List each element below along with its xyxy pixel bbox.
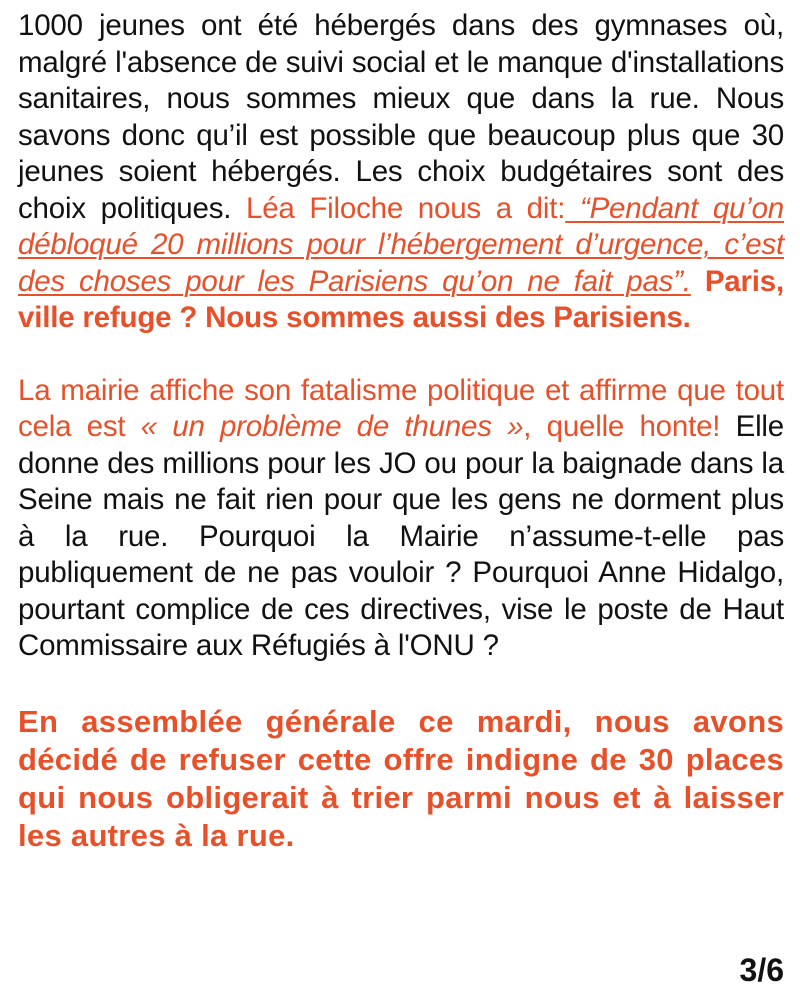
quote-speaker: Léa Filoche nous a dit: — [246, 191, 566, 225]
mairie-lead-text: La mairie affiche son fatalisme politique et affirme que tout cela est — [18, 373, 784, 443]
mairie-body-text: Elle donne des millions pour les JO ou pour la baignade dans la Seine mais ne fait rien pour que les gens ne dorment plus à la rue. Pourquoi la Mairie n’assume-t-elle pas publiquement de ne pas vouloir ? Pourquoi Anne Hidalgo, pourtant complice de ces directives, vise le poste de Haut Commissaire aux Réfugiés à l'ONU ? — [18, 410, 784, 662]
filoche-quote: “Pendant qu’on débloqué 20 millions pour l’hébergement d’urgence, c’est des choses pour les Parisiens qu’on ne fait pas”. — [18, 191, 785, 298]
document-page — [18, 8, 784, 855]
paragraph-gymnases — [18, 8, 784, 337]
thunes-quote: « un problème de thunes » — [140, 410, 524, 443]
page-number: 3/6 — [739, 952, 784, 988]
paragraph-intro-text: 1000 jeunes ont été hébergés dans des gymnases où, malgré l'absence de suivi social et le manque d'installations sanitaires, nous sommes mieux que dans la rue. Nous savons donc qu’il est possible que beaucoup plus que 30 jeunes soient hébergés. Les choix budgétaires sont des choix politiques. — [18, 9, 784, 225]
assemblee-generale-statement: En assemblée générale ce mardi, nous avons décidé de refuser cette offre indigne de 30 places qui nous obligerait à trier parmi nous et à laisser les autres à la rue. — [18, 703, 784, 853]
quelle-honte-text: , quelle honte! — [523, 410, 721, 443]
paris-refuge-statement: Paris, ville refuge ? Nous sommes aussi des Parisiens. — [18, 264, 784, 334]
paragraph-mairie — [18, 373, 784, 665]
